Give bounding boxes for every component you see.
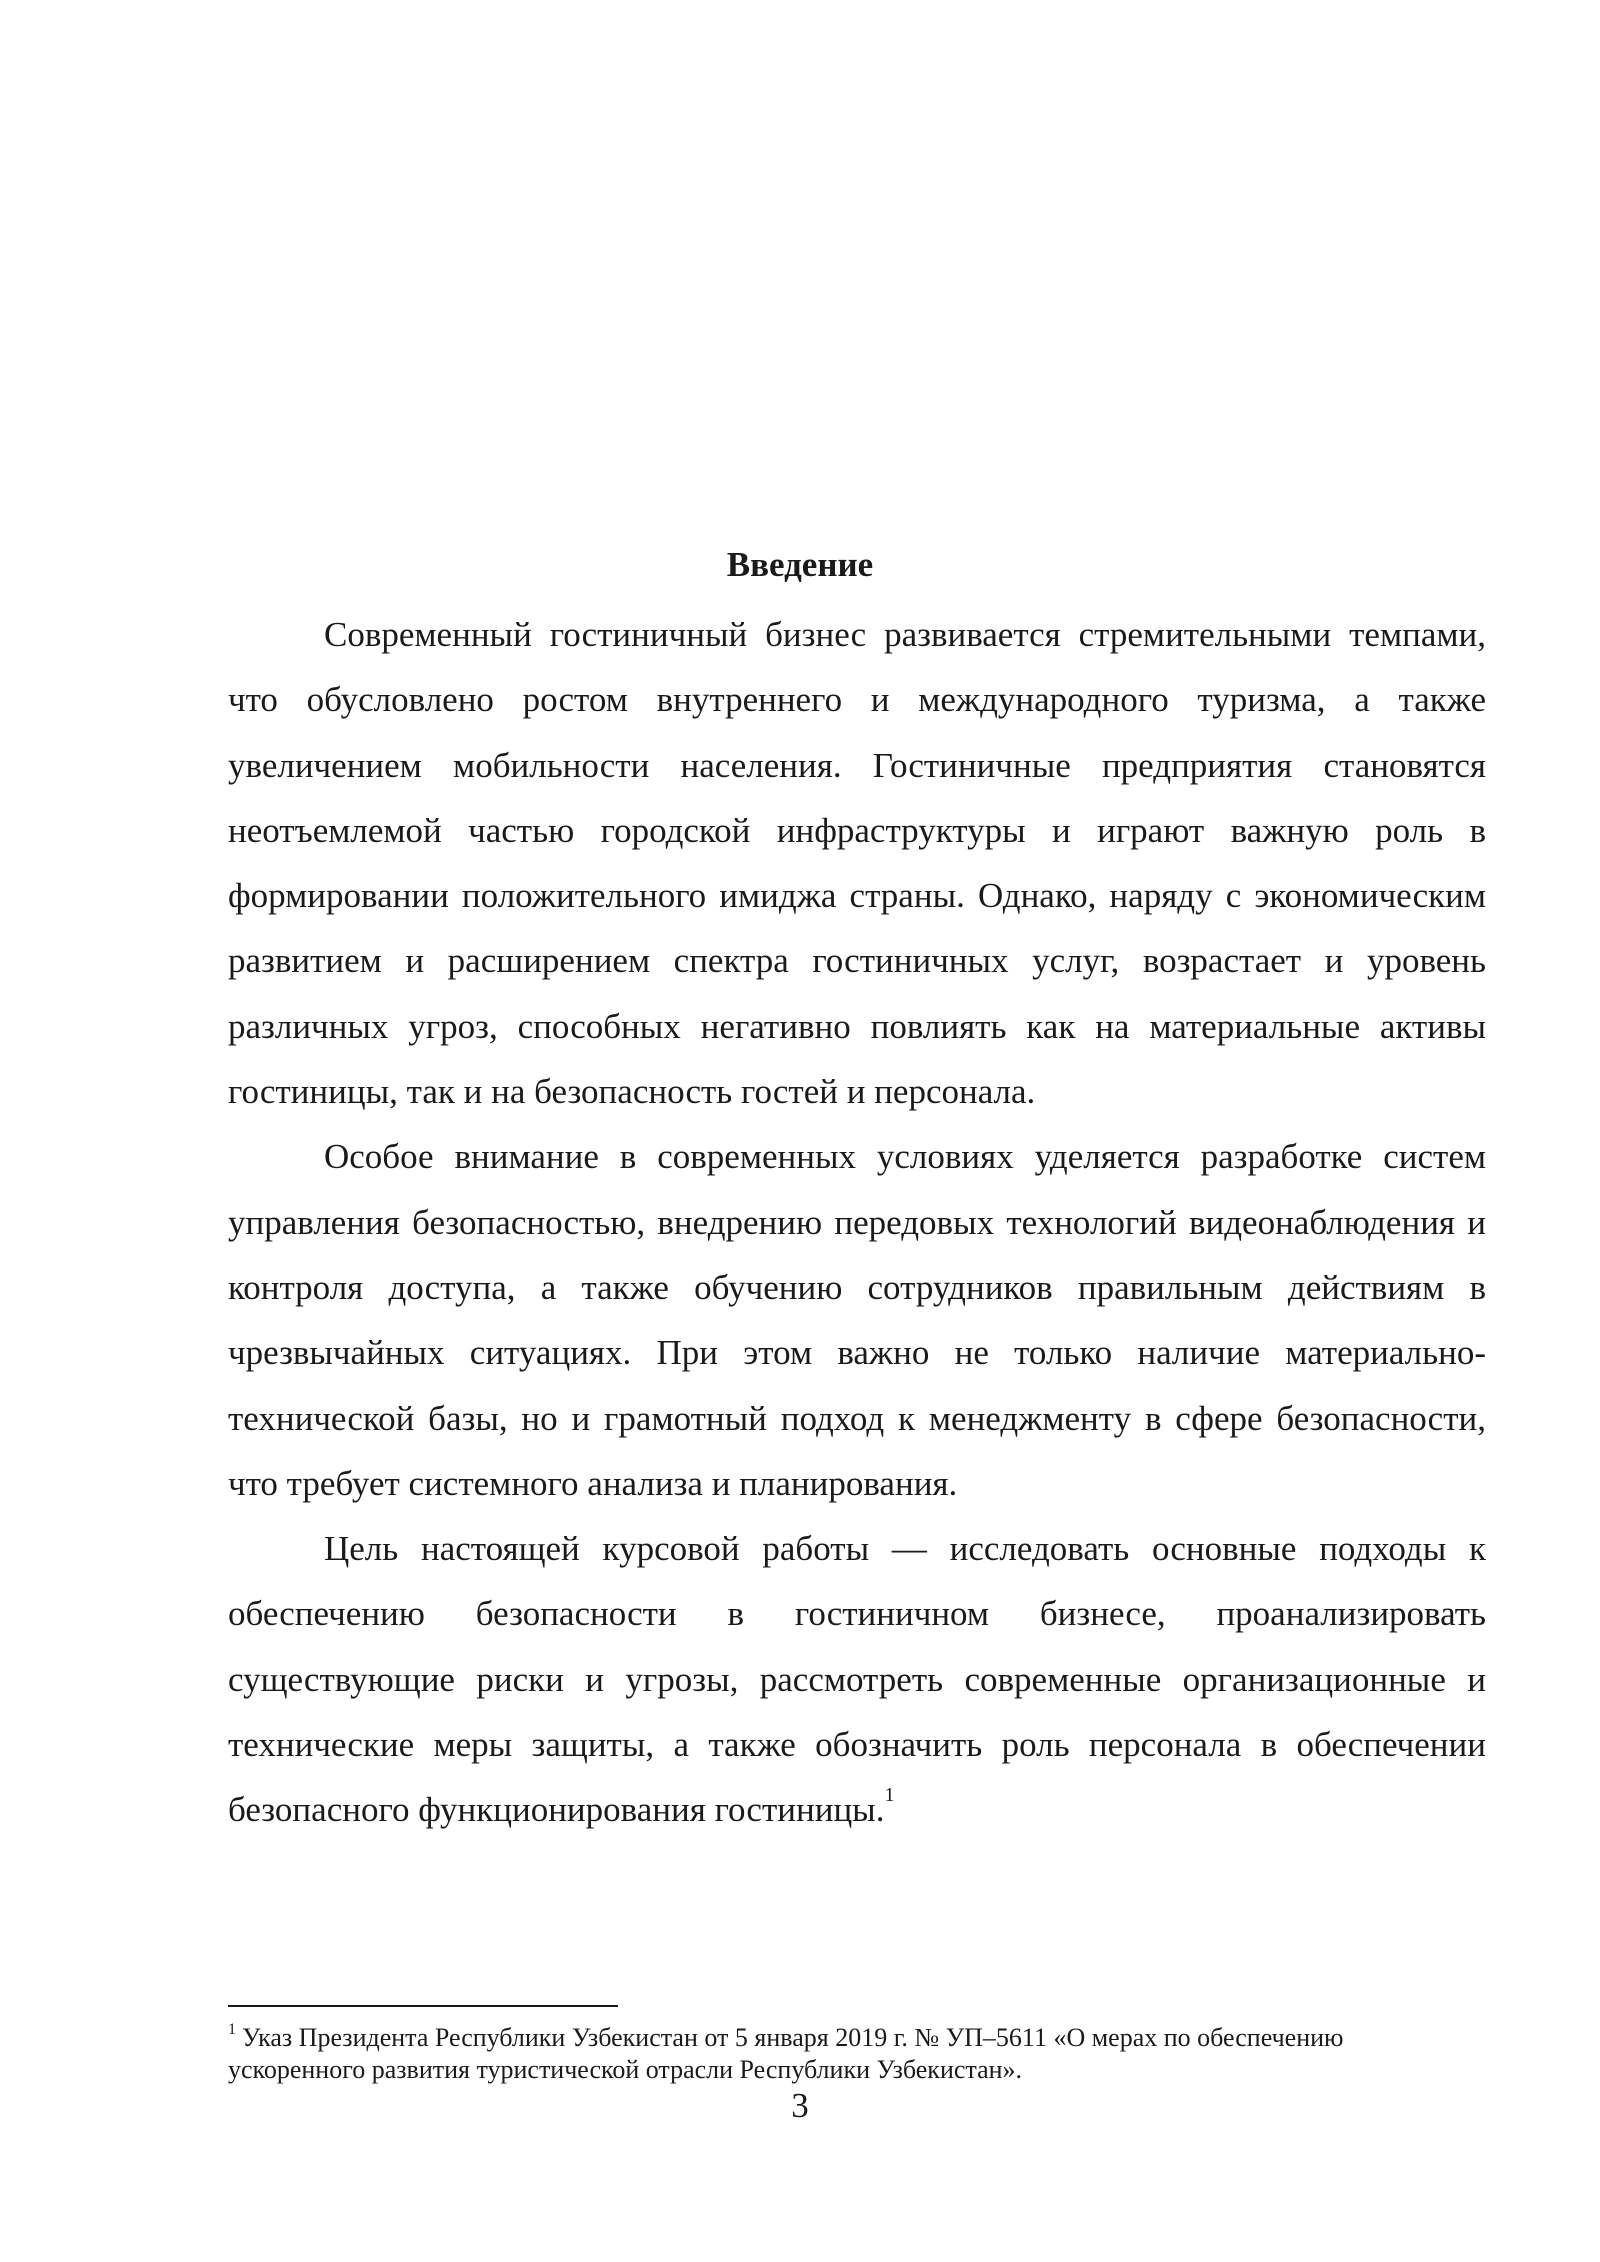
footnote-separator [228, 2005, 618, 2007]
body-text [228, 602, 1486, 1843]
paragraph-3-text: Цель настоящей курсовой работы — исследовать основные подходы к обеспечению безопасности в гостиничном бизнесе, проанализировать существующие риски и угрозы, рассмотреть современные организационные и технические меры защиты, а также обозначить роль персонала в обеспечении безопасного функционирования гостиницы. [228, 1529, 1486, 1830]
page-number: 3 [791, 2086, 809, 2125]
footnote-reference[interactable]: 1 [884, 1784, 895, 1807]
footnote-marker: 1 [228, 2021, 236, 2038]
paragraph-3 [228, 1516, 1486, 1842]
paragraph-1: Современный гостиничный бизнес развивается стремительными темпами, что обусловлено ростом внутреннего и международного туризма, а также увеличением мобильности населения. Гостиничные предприятия становятся неотъемлемой частью городской инфраструктуры и играют важную роль в формировании положительного имиджа страны. Однако, наряду с экономическим развитием и расширением спектра гостиничных услуг, возрастает и уровень различных угроз, способных негативно повлиять как на материальные активы гостиницы, так и на безопасность гостей и персонала. [228, 615, 1486, 1112]
section-heading: Введение [726, 545, 874, 584]
footnote-text: Указ Президента Республики Узбекистан от 5 января 2019 г. № УП–5611 «О мерах по обеспечению ускоренного развития туристической отрасли Республики Узбекистан». [228, 2023, 1344, 2084]
footnote [228, 2022, 1486, 2086]
paragraph-2: Особое внимание в современных условиях уделяется разработке систем управления безопасностью, внедрению передовых технологий видеонаблюдения и контроля доступа, а также обучению сотрудников правильным действиям в чрезвычайных ситуациях. При этом важно не только наличие материально-технической базы, но и грамотный подход к менеджменту в сфере безопасности, что требует системного анализа и планирования. [228, 1137, 1486, 1503]
